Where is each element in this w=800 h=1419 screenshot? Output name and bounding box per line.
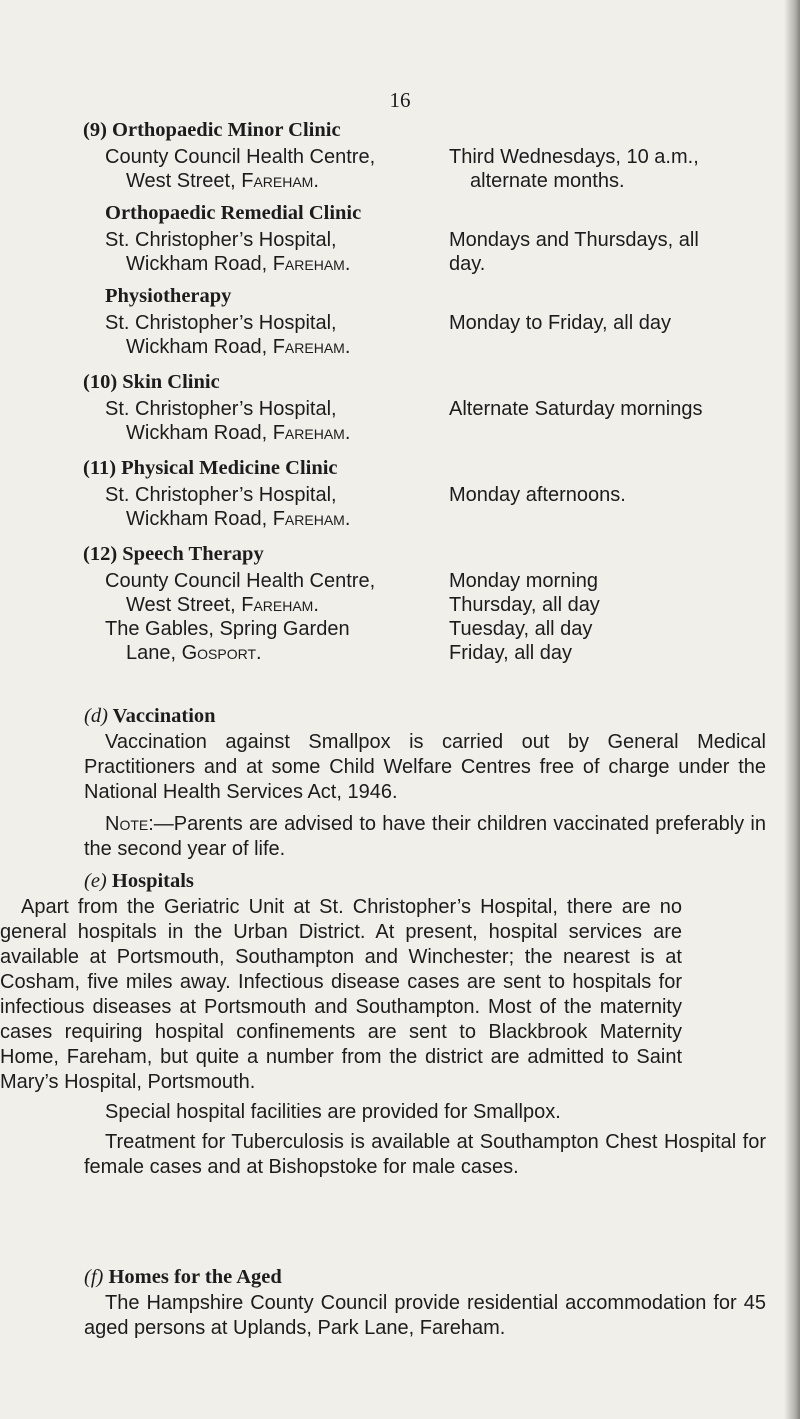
clinic-address: St. Christopher’s Hospital, Wickham Road, Fareham. xyxy=(105,229,351,275)
paragraph: Treatment for Tuberculosis is available at Southampton Chest Hospital for female cases and at Bishopstoke for male cases. xyxy=(84,1131,766,1178)
clinic-address: St. Christopher’s Hospital, Wickham Road, Fareham. xyxy=(105,312,351,358)
clinic-address: County Council Health Centre, West Street, Fareham. xyxy=(105,146,376,192)
clinic-times: Monday afternoons. xyxy=(449,484,626,506)
clinic-heading: (12) Speech Therapy xyxy=(83,543,264,565)
paragraph: The Hampshire County Council provide residential accommodation for 45 aged persons at Uplands, Park Lane, Fareham. xyxy=(84,1292,766,1339)
clinic-heading: Physiotherapy xyxy=(105,285,232,307)
clinic-row xyxy=(0,368,800,445)
clinic-heading: (9) Orthopaedic Minor Clinic xyxy=(83,119,341,141)
clinic-times: Monday to Friday, all day xyxy=(449,312,671,334)
clinic-row xyxy=(0,199,800,276)
clinic-row xyxy=(0,116,800,193)
clinic-times: Monday morning Thursday, all day Tuesday, all day Friday, all day xyxy=(449,570,600,664)
paragraph: Special hospital facilities are provided for Smallpox. xyxy=(105,1101,561,1123)
paragraph: Note:—Parents are advised to have their children vaccinated preferably in the second year of life. xyxy=(84,813,766,860)
clinic-heading: (10) Skin Clinic xyxy=(83,371,220,393)
section-heading: (e) Hospitals xyxy=(84,870,194,892)
section-heading: (f) Homes for the Aged xyxy=(84,1266,282,1288)
clinic-heading: Orthopaedic Remedial Clinic xyxy=(105,202,362,224)
vaccination-section xyxy=(0,702,800,862)
clinic-times: Third Wednesdays, 10 a.m., alternate months. xyxy=(449,146,699,192)
section-heading: (d) Vaccination xyxy=(84,705,216,727)
paragraph: Apart from the Geriatric Unit at St. Christopher’s Hospital, there are no general hospitals in the Urban District. At present, hospital services are available at Portsmouth, Southampton and Winchester; the nearest is at Cosham, five miles away. Infectious disease cases are sent to hospitals for infectious diseases at Portsmouth and Southampton. Most of the maternity cases requiring hospital confinements are sent to Blackbrook Maternity Home, Fareham, but quite a number from the district are admitted to Saint Mary’s Hospital, Portsmouth. xyxy=(0,896,682,1093)
homes-section xyxy=(0,1263,800,1341)
clinic-times: Alternate Saturday mornings xyxy=(449,398,703,420)
hospitals-section xyxy=(0,867,800,1180)
clinic-list xyxy=(0,116,800,665)
paragraph: Vaccination against Smallpox is carried out by General Medical Practitioners and at some Child Welfare Centres free of charge under the National Health Services Act, 1946. xyxy=(84,731,766,803)
clinic-times: Mondays and Thursdays, all day. xyxy=(449,229,699,275)
clinic-heading: (11) Physical Medicine Clinic xyxy=(83,457,338,479)
clinic-row-speech-therapy xyxy=(0,540,800,665)
clinic-address: County Council Health Centre, West Street, Fareham. The Gables, Spring Garden Lane, Gosport. xyxy=(105,570,376,664)
clinic-address: St. Christopher’s Hospital, Wickham Road, Fareham. xyxy=(105,398,351,444)
clinic-row xyxy=(0,454,800,531)
clinic-address: St. Christopher’s Hospital, Wickham Road, Fareham. xyxy=(105,484,351,530)
page-number: 16 xyxy=(389,88,411,112)
clinic-row xyxy=(0,282,800,359)
